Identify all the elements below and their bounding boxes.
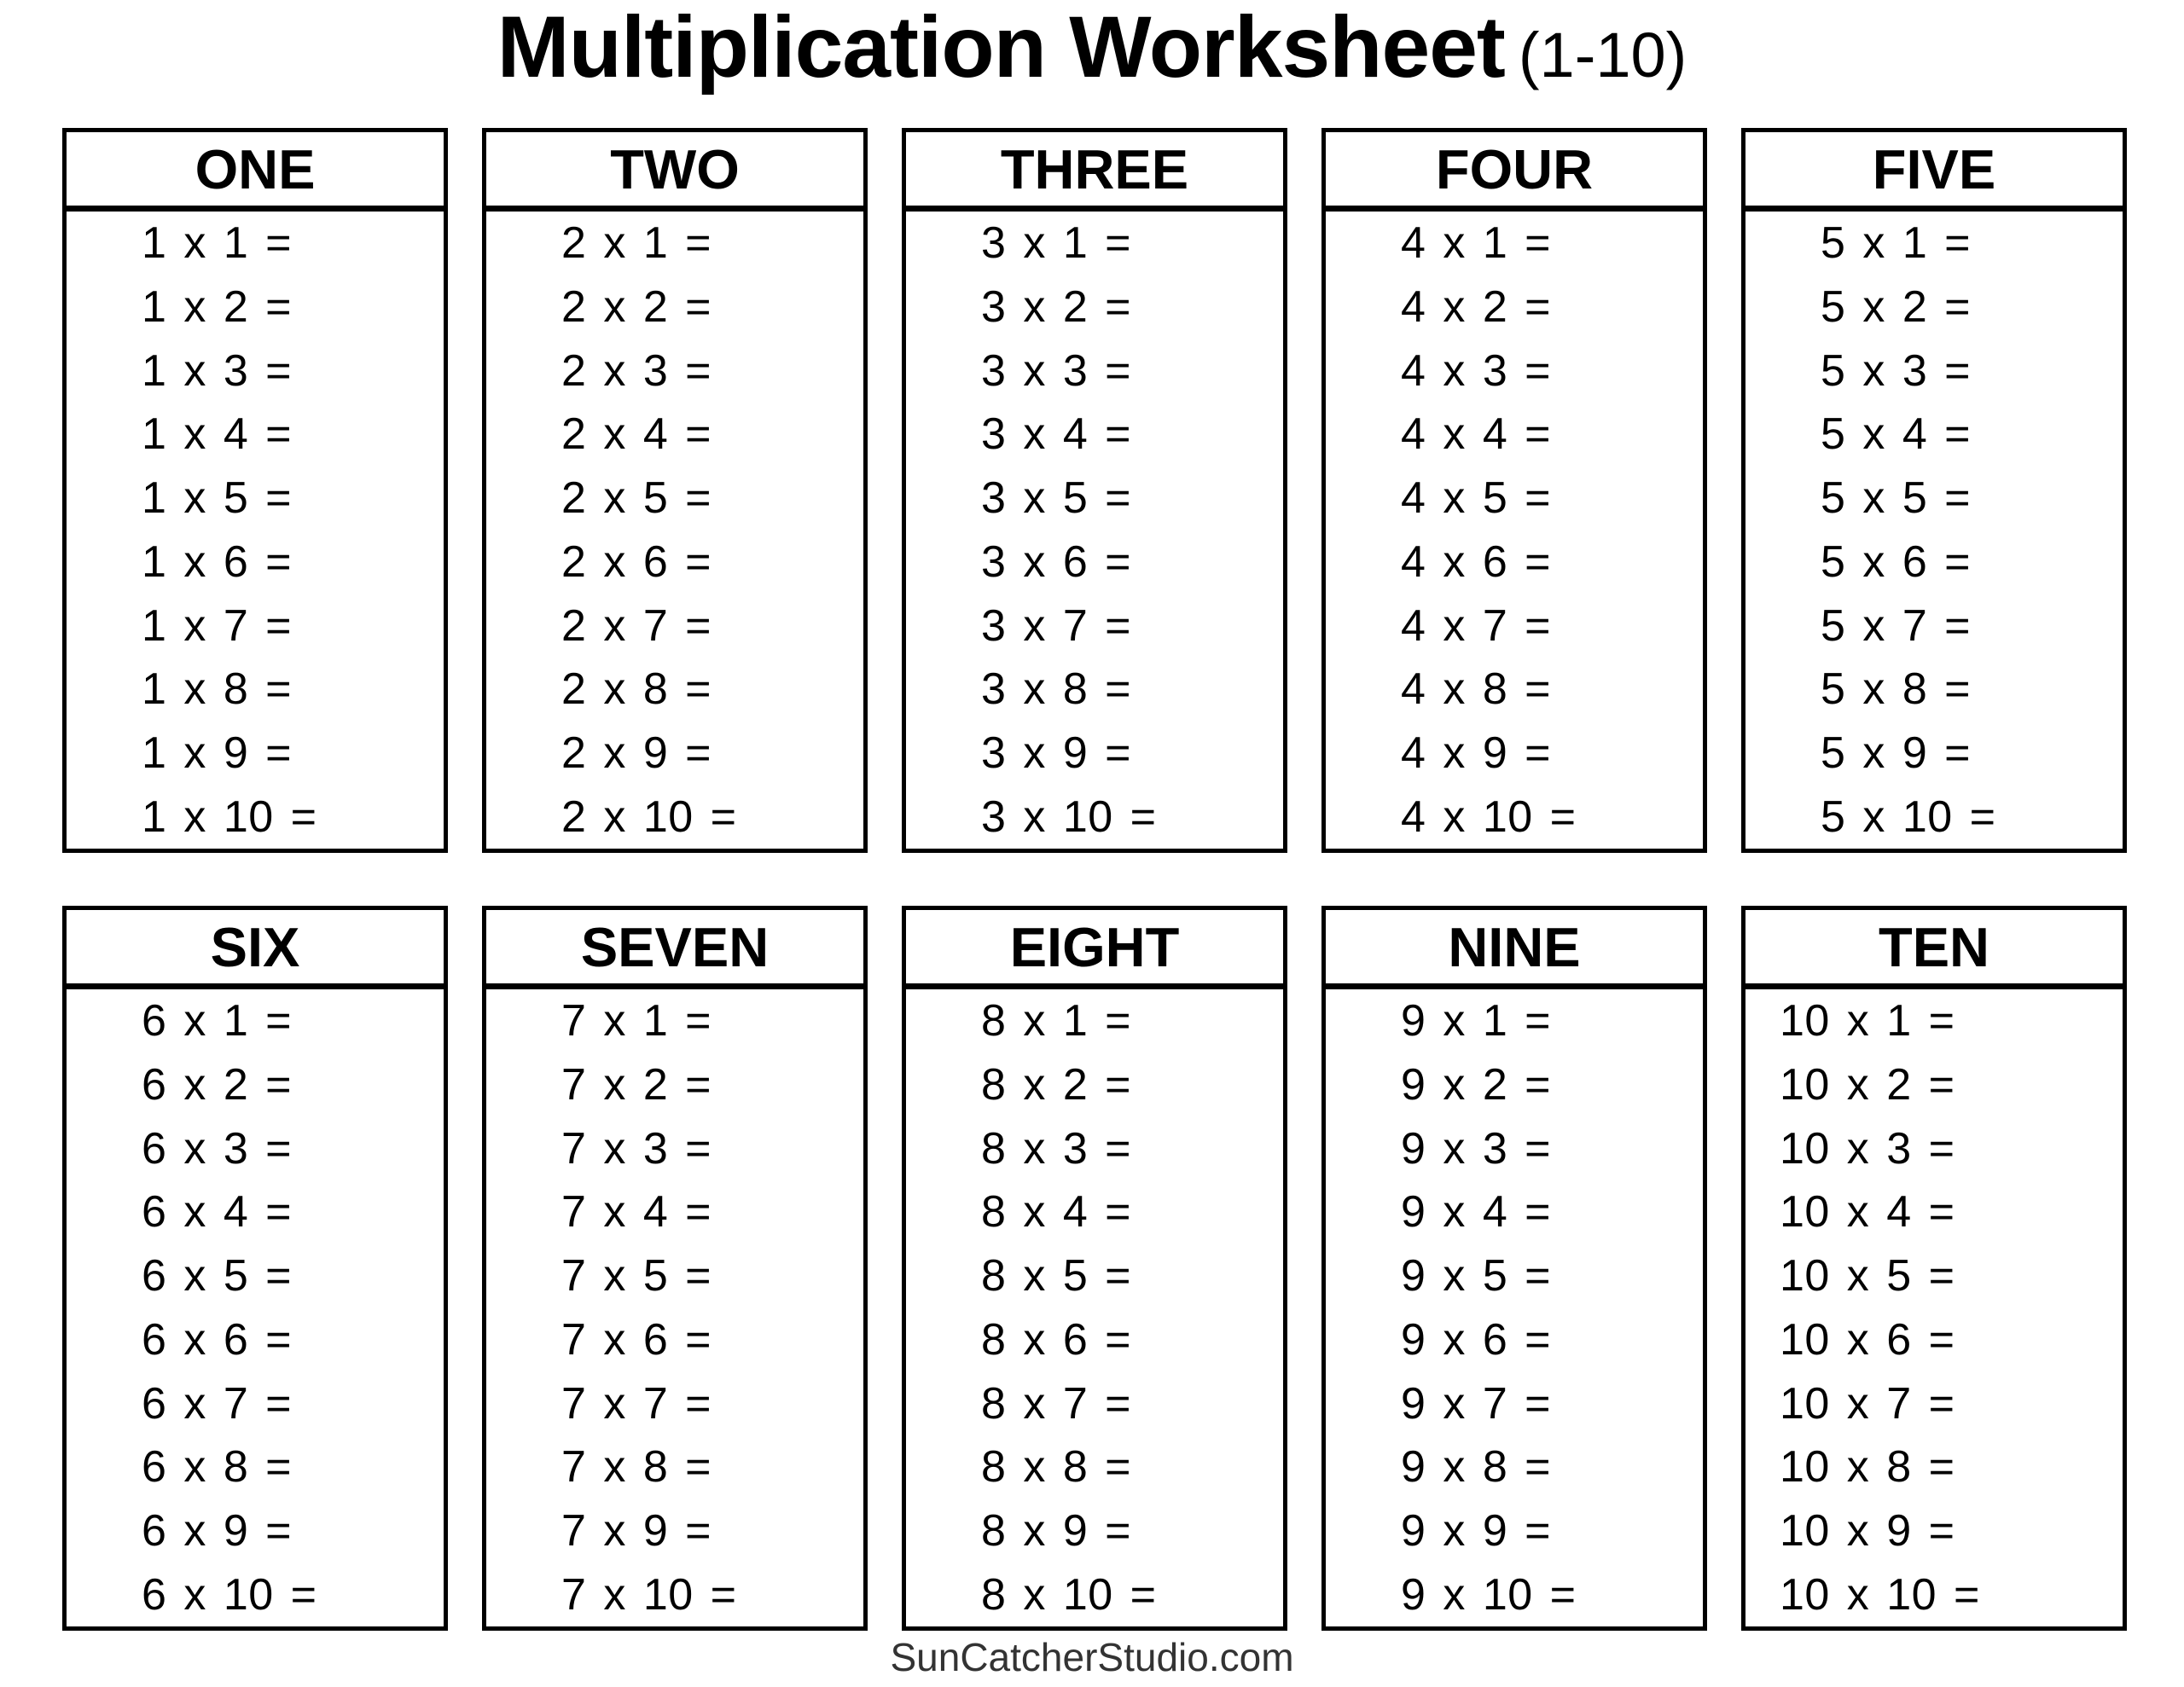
problem-text: 4 x 6 = (1401, 536, 1552, 587)
problem-text: 4 x 1 = (1401, 218, 1552, 269)
problem-text: 3 x 6 = (981, 536, 1132, 587)
problem-text: 10 x 2 = (1780, 1060, 1955, 1110)
problem-text: 2 x 10 = (561, 791, 737, 842)
problem-text: 1 x 8 = (142, 664, 293, 715)
problem-text: 8 x 8 = (981, 1442, 1132, 1493)
problem-text: 10 x 5 = (1780, 1251, 1955, 1301)
multiplication-table-six (62, 906, 448, 1631)
footer (0, 1634, 2184, 1680)
problem-text: 7 x 7 = (561, 1378, 712, 1429)
problem-text: 7 x 4 = (561, 1187, 712, 1238)
problem-text: 4 x 7 = (1401, 600, 1552, 651)
problem-text: 5 x 8 = (1821, 664, 1972, 715)
problem-text: 9 x 7 = (1401, 1378, 1552, 1429)
problem-text: 10 x 1 = (1780, 996, 1955, 1046)
problem-text: 7 x 5 = (561, 1251, 712, 1301)
problem-text: 9 x 8 = (1401, 1442, 1552, 1493)
problem-text: 6 x 10 = (142, 1569, 317, 1620)
problem-text: 8 x 9 = (981, 1505, 1132, 1556)
problem-text: 9 x 9 = (1401, 1505, 1552, 1556)
problem-text: 7 x 2 = (561, 1060, 712, 1110)
problem-text: 3 x 3 = (981, 345, 1132, 396)
table-header-label: THREE (906, 132, 1283, 212)
problem-text: 4 x 5 = (1401, 473, 1552, 524)
table-body (1326, 989, 1703, 1626)
problem-text: 3 x 7 = (981, 600, 1132, 651)
problem-text: 10 x 4 = (1780, 1187, 1955, 1238)
problem-text: 3 x 9 = (981, 728, 1132, 778)
problem-text: 1 x 3 = (142, 345, 293, 396)
problem-text: 6 x 9 = (142, 1505, 293, 1556)
problem-text: 6 x 8 = (142, 1442, 293, 1493)
multiplication-table-ten (1741, 906, 2127, 1631)
problem-text: 3 x 10 = (981, 791, 1157, 842)
page-title-text: Multiplication Worksheet (497, 0, 1505, 96)
table-header-label: FIVE (1745, 132, 2123, 212)
problem-text: 10 x 8 = (1780, 1442, 1955, 1493)
table-header-label: TEN (1745, 910, 2123, 989)
problem-text: 1 x 7 = (142, 600, 293, 651)
problem-text: 3 x 1 = (981, 218, 1132, 269)
table-body (486, 212, 863, 849)
table-header-label: ONE (67, 132, 444, 212)
multiplication-table-four (1321, 128, 1707, 853)
problem-text: 1 x 10 = (142, 791, 317, 842)
problem-text: 10 x 3 = (1780, 1123, 1955, 1174)
table-body (1745, 989, 2123, 1626)
problem-text: 1 x 4 = (142, 409, 293, 460)
tables-grid (62, 128, 2127, 1631)
table-header-label: SIX (67, 910, 444, 989)
multiplication-table-three (902, 128, 1287, 853)
problem-text: 5 x 4 = (1821, 409, 1972, 460)
problem-text: 8 x 5 = (981, 1251, 1132, 1301)
problem-text: 6 x 6 = (142, 1314, 293, 1365)
problem-text: 7 x 6 = (561, 1314, 712, 1365)
problem-text: 2 x 9 = (561, 728, 712, 778)
problem-text: 5 x 9 = (1821, 728, 1972, 778)
problem-text: 2 x 8 = (561, 664, 712, 715)
problem-text: 7 x 10 = (561, 1569, 737, 1620)
footer-site-text: SunCatcherStudio.com (890, 1635, 1294, 1679)
problem-text: 4 x 8 = (1401, 664, 1552, 715)
problem-text: 5 x 5 = (1821, 473, 1972, 524)
problem-text: 3 x 2 = (981, 282, 1132, 333)
problem-text: 6 x 7 = (142, 1378, 293, 1429)
table-header-label: EIGHT (906, 910, 1283, 989)
problem-text: 9 x 6 = (1401, 1314, 1552, 1365)
problem-text: 7 x 8 = (561, 1442, 712, 1493)
table-body (67, 212, 444, 849)
problem-text: 4 x 4 = (1401, 409, 1552, 460)
table-body (486, 989, 863, 1626)
page-title (0, 0, 2184, 96)
multiplication-table-eight (902, 906, 1287, 1631)
problem-text: 2 x 5 = (561, 473, 712, 524)
problem-text: 4 x 2 = (1401, 282, 1552, 333)
problem-text: 6 x 2 = (142, 1060, 293, 1110)
problem-text: 5 x 7 = (1821, 600, 1972, 651)
problem-text: 5 x 10 = (1821, 791, 1996, 842)
problem-text: 6 x 1 = (142, 996, 293, 1046)
table-header-label: NINE (1326, 910, 1703, 989)
problem-text: 8 x 4 = (981, 1187, 1132, 1238)
problem-text: 9 x 1 = (1401, 996, 1552, 1046)
table-body (906, 212, 1283, 849)
table-header-label: FOUR (1326, 132, 1703, 212)
problem-text: 2 x 1 = (561, 218, 712, 269)
multiplication-table-seven (482, 906, 868, 1631)
problem-text: 4 x 3 = (1401, 345, 1552, 396)
problem-text: 2 x 2 = (561, 282, 712, 333)
problem-text: 5 x 3 = (1821, 345, 1972, 396)
problem-text: 8 x 6 = (981, 1314, 1132, 1365)
problem-text: 8 x 2 = (981, 1060, 1132, 1110)
problem-text: 3 x 5 = (981, 473, 1132, 524)
problem-text: 5 x 6 = (1821, 536, 1972, 587)
table-body (1745, 212, 2123, 849)
problem-text: 1 x 5 = (142, 473, 293, 524)
problem-text: 9 x 4 = (1401, 1187, 1552, 1238)
problem-text: 8 x 7 = (981, 1378, 1132, 1429)
problem-text: 9 x 5 = (1401, 1251, 1552, 1301)
table-header-label: SEVEN (486, 910, 863, 989)
problem-text: 6 x 3 = (142, 1123, 293, 1174)
problem-text: 8 x 10 = (981, 1569, 1157, 1620)
problem-text: 6 x 4 = (142, 1187, 293, 1238)
problem-text: 4 x 10 = (1401, 791, 1577, 842)
problem-text: 2 x 6 = (561, 536, 712, 587)
multiplication-table-five (1741, 128, 2127, 853)
problem-text: 5 x 2 = (1821, 282, 1972, 333)
table-body (67, 989, 444, 1626)
problem-text: 7 x 9 = (561, 1505, 712, 1556)
multiplication-table-two (482, 128, 868, 853)
page-title-range: (1-10) (1518, 20, 1687, 90)
problem-text: 9 x 10 = (1401, 1569, 1577, 1620)
problem-text: 8 x 3 = (981, 1123, 1132, 1174)
table-body (906, 989, 1283, 1626)
problem-text: 10 x 6 = (1780, 1314, 1955, 1365)
problem-text: 10 x 9 = (1780, 1505, 1955, 1556)
problem-text: 5 x 1 = (1821, 218, 1972, 269)
problem-text: 1 x 2 = (142, 282, 293, 333)
problem-text: 6 x 5 = (142, 1251, 293, 1301)
problem-text: 7 x 3 = (561, 1123, 712, 1174)
problem-text: 8 x 1 = (981, 996, 1132, 1046)
problem-text: 2 x 4 = (561, 409, 712, 460)
multiplication-table-nine (1321, 906, 1707, 1631)
problem-text: 1 x 9 = (142, 728, 293, 778)
problem-text: 4 x 9 = (1401, 728, 1552, 778)
problem-text: 2 x 3 = (561, 345, 712, 396)
problem-text: 2 x 7 = (561, 600, 712, 651)
problem-text: 1 x 1 = (142, 218, 293, 269)
problem-text: 10 x 7 = (1780, 1378, 1955, 1429)
problem-text: 9 x 3 = (1401, 1123, 1552, 1174)
problem-text: 9 x 2 = (1401, 1060, 1552, 1110)
problem-text: 3 x 8 = (981, 664, 1132, 715)
table-header-label: TWO (486, 132, 863, 212)
problem-text: 10 x 10 = (1780, 1569, 1980, 1620)
problem-text: 1 x 6 = (142, 536, 293, 587)
table-body (1326, 212, 1703, 849)
problem-text: 3 x 4 = (981, 409, 1132, 460)
problem-text: 7 x 1 = (561, 996, 712, 1046)
multiplication-table-one (62, 128, 448, 853)
